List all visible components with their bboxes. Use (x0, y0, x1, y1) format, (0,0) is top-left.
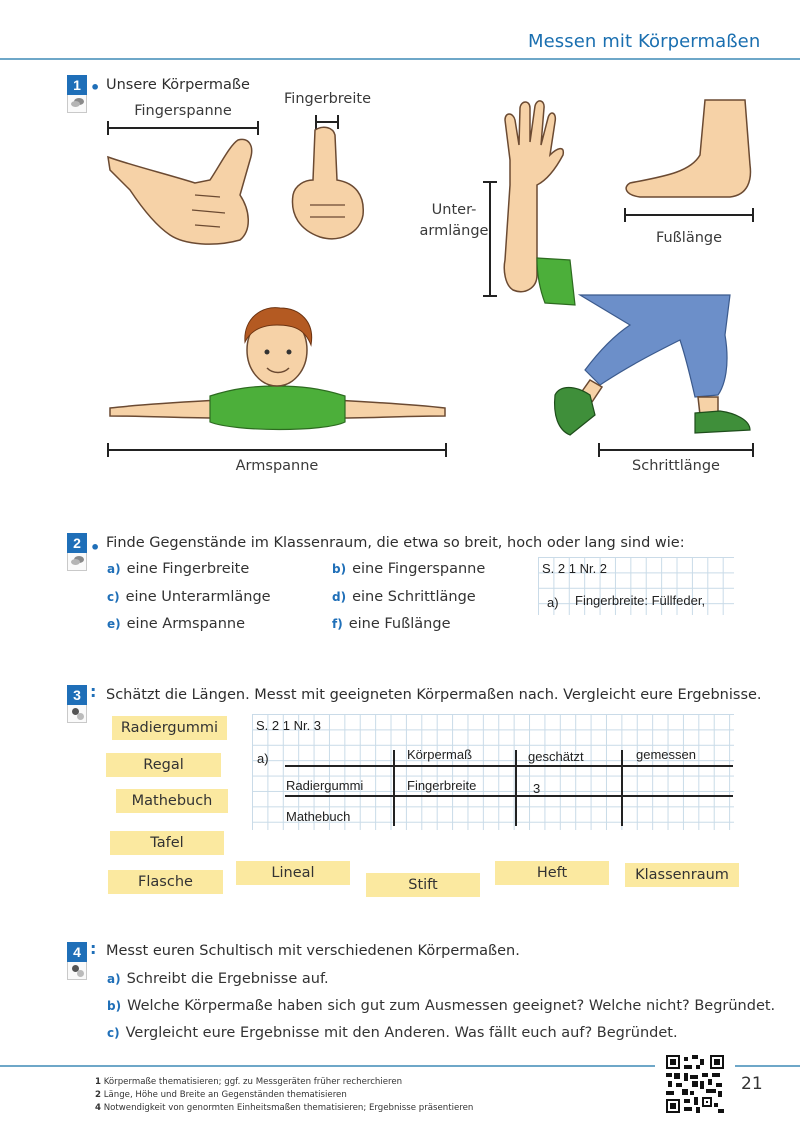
table-rule (285, 795, 733, 797)
task-number: 3 (67, 685, 87, 705)
measure-bar-armspanne (107, 449, 447, 451)
bullet-colon: : (90, 939, 97, 958)
word-card: Flasche (108, 870, 223, 894)
word-card: Tafel (110, 831, 224, 855)
footnote: 4 Notwendigkeit von genormten Einheitsmaßen thematisieren; Ergebnisse präsentieren (95, 1103, 474, 1113)
label-unterarm-2: armlänge (419, 223, 489, 239)
label-armspanne: Armspanne (235, 458, 319, 474)
word-card: Mathebuch (116, 789, 228, 813)
measure-bar-schrittlaenge (598, 449, 754, 451)
measure-bar-fingerbreite (315, 121, 339, 123)
child-armspanne-illustration (105, 300, 450, 445)
task-2-item-b: b) eine Fingerspanne (332, 561, 486, 577)
task-2-item-e: e) eine Armspanne (107, 616, 245, 632)
table-column-rule (393, 750, 395, 826)
task-4-item-c: c) Vergleicht eure Ergebnisse mit den Anderen. Was fällt euch auf? Begründet. (107, 1025, 678, 1041)
hand-fingerbreite-illustration (285, 125, 375, 245)
speech-bubble-icon (67, 553, 87, 571)
table-cell: Radiergummi (286, 778, 364, 793)
task-2-text: Finde Gegenstände im Klassenraum, die etwa so breit, hoch oder lang sind wie: (106, 535, 685, 551)
task-number: 1 (67, 75, 87, 95)
bullet-colon: : (90, 682, 97, 701)
task-2-item-f: f) eine Fußlänge (332, 616, 451, 632)
table-header: geschätzt (528, 749, 584, 764)
word-card: Radiergummi (112, 716, 227, 740)
task-3-text: Schätzt die Längen. Messt mit geeigneten Körpermaßen nach. Vergleicht eure Ergebnisse. (106, 687, 762, 703)
task-4-item-a: a) Schreibt die Ergebnisse auf. (107, 971, 329, 987)
footnote: 1 Körpermaße thematisieren; ggf. zu Messgeräten früher recherchieren (95, 1077, 403, 1087)
footnote: 2 Länge, Höhe und Breite an Gegenständen thematisieren (95, 1090, 347, 1100)
task-1-badge (67, 75, 101, 113)
label-schrittlaenge: Schrittlänge (632, 458, 720, 474)
word-card: Stift (366, 873, 480, 897)
task-2-item-d: d) eine Schrittlänge (332, 589, 476, 605)
table-cell: Fingerbreite (407, 778, 477, 793)
notebook-answer: Fingerbreite: Füllfeder, (575, 593, 706, 608)
label-fingerbreite: Fingerbreite (284, 91, 371, 107)
task-2-item-a: a) eine Fingerbreite (107, 561, 250, 577)
footer-divider (735, 1065, 800, 1067)
qr-code-icon[interactable] (666, 1055, 724, 1113)
table-column-rule (515, 750, 517, 826)
measure-bar-fingerspanne (107, 127, 259, 129)
footer-divider (0, 1065, 655, 1067)
page-number: 21 (741, 1074, 763, 1094)
notebook-heading: S. 2 1 Nr. 2 (542, 561, 608, 576)
task-3-badge (67, 682, 97, 723)
label-fingerspanne: Fingerspanne (134, 103, 232, 119)
word-card: Heft (495, 861, 609, 885)
measure-bar-fusslaenge (624, 214, 754, 216)
task-4-item-b: b) Welche Körpermaße haben sich gut zum Ausmessen geeignet? Welche nicht? Begründet. (107, 998, 776, 1014)
bullet-dot: • (90, 538, 101, 557)
bullet-dot: • (90, 78, 101, 97)
task-2-badge (67, 533, 101, 571)
label-fusslaenge: Fußlänge (655, 230, 723, 246)
task-1-title: Unsere Körpermaße (106, 77, 250, 93)
notebook-letter: a) (257, 751, 269, 766)
table-column-rule (621, 750, 623, 826)
foot-illustration (620, 95, 760, 205)
arm-unterarm-illustration (495, 100, 585, 310)
hand-fingerspanne-illustration (100, 135, 270, 250)
table-header: Körpermaß (407, 747, 473, 762)
task-number: 2 (67, 533, 87, 553)
speech-bubble-icon (67, 95, 87, 113)
notebook-letter: a) (547, 595, 559, 610)
page-title: Messen mit Körpermaßen (528, 31, 761, 52)
partner-work-icon (67, 962, 87, 980)
table-cell: 3 (533, 781, 541, 796)
legs-schrittlaenge-illustration (550, 285, 760, 440)
word-card: Regal (106, 753, 221, 777)
header-divider (0, 58, 800, 60)
notebook-heading: S. 2 1 Nr. 3 (256, 718, 322, 733)
label-unterarm-1: Unter- (431, 202, 477, 218)
partner-work-icon (67, 705, 87, 723)
word-card: Lineal (236, 861, 350, 885)
table-header: gemessen (636, 747, 696, 762)
task-4-badge (67, 939, 97, 980)
word-card: Klassenraum (625, 863, 739, 887)
task-number: 4 (67, 942, 87, 962)
task-2-item-c: c) eine Unterarmlänge (107, 589, 271, 605)
table-cell: Mathebuch (286, 809, 351, 824)
table-rule (285, 765, 733, 767)
task-4-text: Messt euren Schultisch mit verschiedenen Körpermaßen. (106, 943, 520, 959)
measure-bar-unterarm (489, 181, 491, 297)
